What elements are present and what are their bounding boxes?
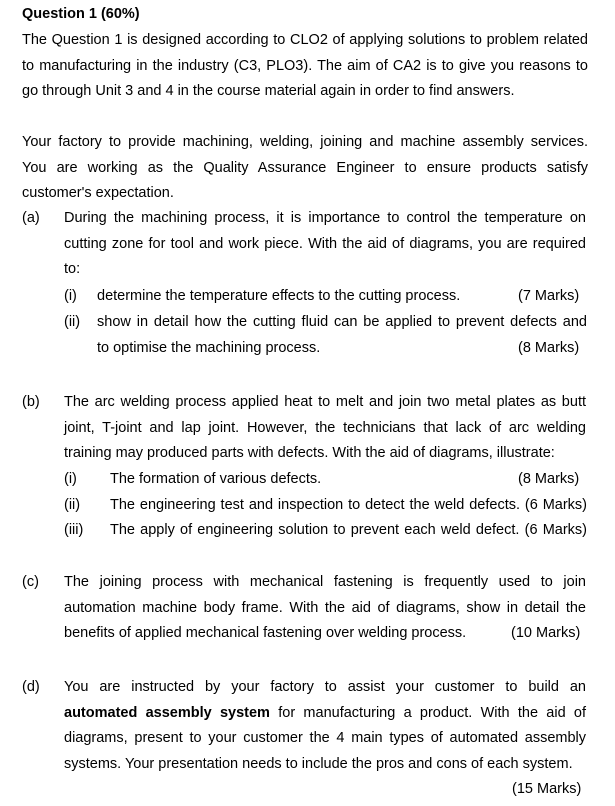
part-a-text [64, 206, 586, 283]
context-line: customer's expectation. [22, 185, 174, 201]
part-d-label: (d) [22, 679, 40, 695]
part-a-line: cutting zone for tool and work piece. With the aid of diagrams, you are required [64, 235, 586, 252]
part-c-label: (c) [22, 574, 39, 590]
part-c-line: benefits of applied mechanical fastening over welding process. [64, 625, 467, 641]
part-d-line [64, 701, 586, 727]
part-b-item-marks: (8 Marks) [518, 471, 580, 487]
part-b-item-label: (i) [64, 471, 77, 487]
part-c-line: automation machine body frame. With the aid of diagrams, show in detail the [64, 599, 586, 616]
context-line: Your factory to provide machining, welding, joining and machine assembly services. [22, 134, 588, 150]
part-b-item-label: (iii) [64, 522, 84, 538]
part-a-item-text: determine the temperature effects to the cutting process. [97, 288, 461, 304]
part-a-item-label: (i) [64, 288, 77, 304]
intro-paragraph [22, 28, 588, 105]
part-d-line-rest: for manufacturing a product. With the aid of [269, 704, 587, 721]
intro-line: The Question 1 is designed according to CLO2 of applying solutions to problem related [22, 32, 588, 48]
part-a-item-text: show in detail how the cutting fluid can be applied to prevent defects and [97, 314, 587, 330]
part-c-marks: (10 Marks) [511, 625, 581, 641]
part-b-item-text: The formation of various defects. [110, 471, 322, 487]
part-b-line: joint, T-joint and lap joint. However, the technicians that lack of arc welding [64, 419, 586, 436]
part-d-bold-term: automated assembly system [64, 704, 270, 721]
part-d-line: systems. Your presentation needs to include the pros and cons of each system. [64, 755, 573, 772]
part-a-item-text-cont: to optimise the machining process. [97, 340, 321, 356]
part-a-line: During the machining process, it is importance to control the temperature on [64, 210, 586, 226]
part-d-line: You are instructed by your factory to assist your customer to build an [64, 679, 586, 695]
part-b-item-text: The apply of engineering solution to prevent each weld defect. (6 Marks) [110, 522, 587, 538]
question-title: Question 1 (60%) [22, 6, 140, 22]
intro-line: go through Unit 3 and 4 in the course material again in order to find answers. [22, 83, 515, 99]
part-a-item-marks: (8 Marks) [518, 340, 580, 356]
context-line: You are working as the Quality Assurance Engineer to ensure products satisfy [22, 159, 588, 176]
part-b-item-text: The engineering test and inspection to detect the weld defects. (6 Marks) [110, 497, 587, 513]
part-b-text [64, 390, 586, 467]
intro-line: to manufacturing in the industry (C3, PLO3). The aim of CA2 is to give you reasons to [22, 57, 588, 74]
part-a-item-marks: (7 Marks) [518, 288, 580, 304]
context-paragraph [22, 130, 588, 207]
part-b-label: (b) [22, 394, 40, 410]
part-b-item-label: (ii) [64, 497, 81, 513]
part-d-marks: (15 Marks) [512, 781, 582, 797]
part-a-item-label: (ii) [64, 314, 81, 330]
part-b-line: The arc welding process applied heat to melt and join two metal plates as butt [64, 394, 586, 410]
part-d-line: diagrams, present to your customer the 4 main types of automated assembly [64, 730, 586, 746]
part-c-text [64, 570, 586, 647]
part-a-line: to: [64, 261, 81, 277]
part-c-line: The joining process with mechanical fastening is frequently used to join [64, 574, 586, 590]
part-d-text [64, 675, 586, 777]
part-b-line: training may produced parts with defects. With the aid of diagrams, illustrate: [64, 445, 555, 461]
part-a-label: (a) [22, 210, 40, 226]
